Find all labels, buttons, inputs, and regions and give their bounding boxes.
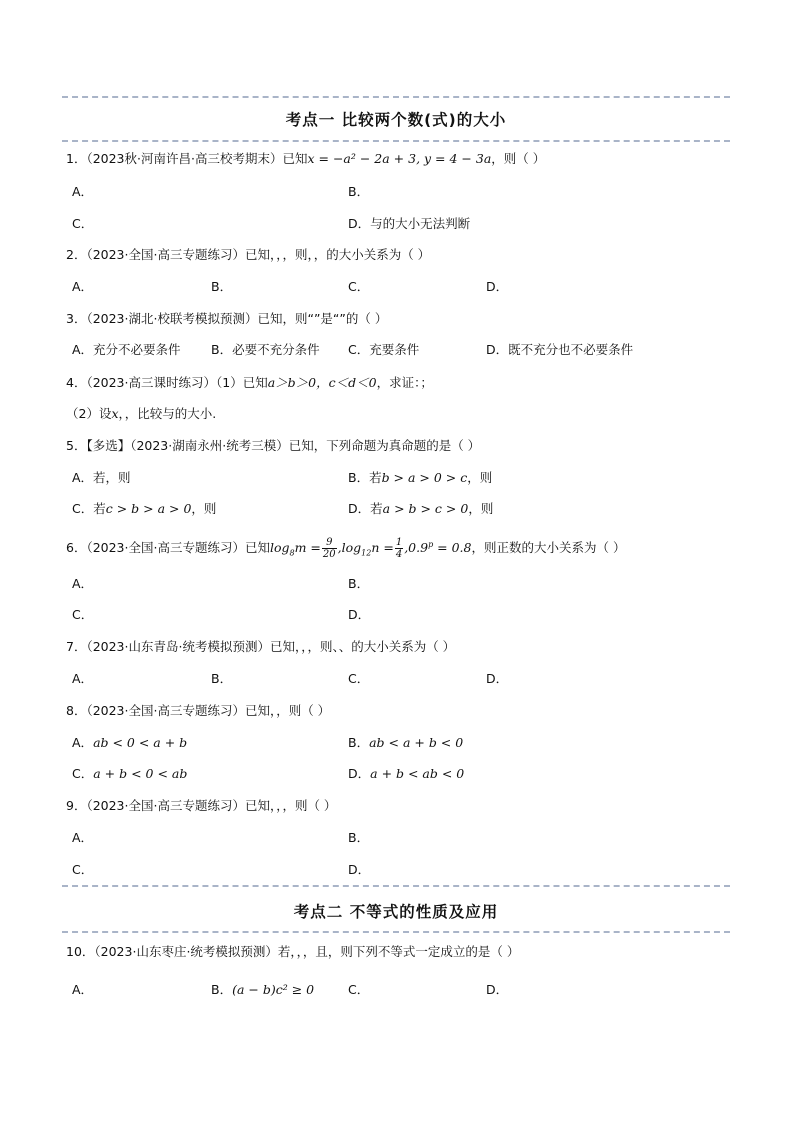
numerator: 1 [395, 537, 403, 549]
option-2a[interactable]: A． [72, 279, 94, 294]
option-label: B． [211, 982, 233, 997]
option-label: D．若 [348, 501, 383, 516]
math-expression: x = −a² − 2a + 3, y = 4 − 3a [307, 151, 492, 166]
denominator: 4 [395, 549, 403, 561]
log-base: 12 [361, 548, 372, 558]
section-title-2: 考点二 不等式的性质及应用 [293, 903, 499, 921]
question-5-stem: 5．【多选】（2023·湖南永州·统考三模）已知，下列命题为真命题的是（ ） [66, 438, 481, 453]
option-3b[interactable]: B．必要不充分条件 [211, 342, 320, 357]
math-expression: a > b > c > 0 [382, 501, 469, 516]
option-2d[interactable]: D． [486, 279, 509, 294]
option-1c[interactable]: C． [72, 216, 94, 231]
option-10a[interactable]: A． [72, 982, 94, 997]
option-10d[interactable]: D． [486, 982, 509, 997]
log-argument: n = [371, 540, 394, 556]
question-tail: ，则（ ） [491, 151, 546, 166]
option-5b[interactable] [348, 470, 492, 486]
math-log-expression [269, 537, 472, 561]
math-expression: a + b < ab < 0 [370, 766, 465, 781]
question-6-stem [66, 531, 625, 568]
question-1-stem [66, 151, 545, 167]
question-10-stem: 10．（2023·山东枣庄·统考模拟预测）若，，，且，则下列不等式一定成立的是（ ） [66, 944, 520, 959]
option-8d[interactable] [348, 766, 464, 782]
option-6d[interactable]: D． [348, 607, 371, 622]
section-divider-bottom-2 [62, 931, 730, 933]
math-expression: b > a > 0 > c [381, 470, 468, 485]
numerator: 9 [322, 537, 337, 549]
math-expression: ab < a + b < 0 [369, 735, 464, 750]
question-text: 6．（2023·全国·高三专题练习）已知 [66, 540, 270, 556]
option-3c[interactable]: C．充要条件 [348, 342, 420, 357]
math-expression: a＞b＞0，c＜d＜0 [267, 375, 377, 390]
math-variable: x [111, 406, 119, 421]
question-7-stem: 7．（2023·山东青岛·统考模拟预测）已知，，，则、、的大小关系为（ ） [66, 639, 456, 654]
question-text: 1．（2023秋·河南许昌·高三校考期末）已知 [66, 151, 308, 166]
math-expression: c > b > a > 0 [105, 501, 192, 516]
power-value: = 0.8 [433, 540, 472, 556]
option-1a[interactable]: A． [72, 184, 94, 199]
option-1b[interactable]: B． [348, 184, 370, 199]
option-8a[interactable] [72, 735, 187, 751]
option-label: A． [72, 735, 94, 750]
option-tail: ，则 [191, 501, 217, 516]
power-exponent: p [428, 540, 434, 549]
log-base: 8 [289, 548, 295, 558]
question-tail: ，求证：； [376, 375, 433, 390]
option-2b[interactable]: B． [211, 279, 233, 294]
question-8-stem: 8．（2023·全国·高三专题练习）已知，，则（ ） [66, 703, 331, 718]
option-9d[interactable]: D． [348, 862, 371, 877]
section-divider-bottom-1 [62, 140, 730, 142]
option-8b[interactable] [348, 735, 463, 751]
option-10c[interactable]: C． [348, 982, 370, 997]
fraction [322, 537, 337, 560]
math-expression: (a − b)c² ≥ 0 [232, 982, 315, 997]
option-9b[interactable]: B． [348, 830, 370, 845]
option-7c[interactable]: C． [348, 671, 370, 686]
option-7d[interactable]: D． [486, 671, 509, 686]
option-7b[interactable]: B． [211, 671, 233, 686]
option-label: B．若 [348, 470, 382, 485]
option-6b[interactable]: B． [348, 576, 370, 591]
option-5d[interactable] [348, 501, 493, 517]
option-3a[interactable]: A．充分不必要条件 [72, 342, 181, 357]
question-tail: ，则正数的大小关系为（ ） [471, 540, 626, 556]
option-2c[interactable]: C． [348, 279, 370, 294]
math-expression: ab < 0 < a + b [93, 735, 188, 750]
option-9c[interactable]: C． [72, 862, 94, 877]
option-3d[interactable]: D．既不充分也不必要条件 [486, 342, 634, 357]
option-6c[interactable]: C． [72, 607, 94, 622]
question-4-part2 [66, 406, 216, 422]
section-divider-top-2 [62, 885, 730, 887]
power-base: ,0.9 [404, 540, 429, 556]
question-text: 4．（2023·高三课时练习）（1）已知 [66, 375, 268, 390]
math-expression: a + b < 0 < ab [93, 766, 188, 781]
question-9-stem: 9．（2023·全国·高三专题练习）已知，，，则（ ） [66, 798, 337, 813]
question-3-stem: 3．（2023·湖北·校联考模拟预测）已知，则“”是“”的（ ） [66, 311, 388, 326]
question-4-stem [66, 375, 433, 391]
option-10b[interactable] [211, 982, 314, 998]
option-label: B． [348, 735, 370, 750]
option-8c[interactable] [72, 766, 187, 782]
option-1d[interactable]: D．与的大小无法判断 [348, 216, 471, 231]
log-argument: m = [294, 540, 321, 556]
denominator: 20 [322, 549, 336, 561]
option-9a[interactable]: A． [72, 830, 94, 845]
log-label: log [269, 540, 290, 556]
option-6a[interactable]: A． [72, 576, 94, 591]
option-label: D． [348, 766, 371, 781]
question-tail: ，，比较与的大小. [118, 406, 217, 421]
section-divider-top-1 [62, 96, 730, 98]
option-label: C． [72, 766, 94, 781]
option-label: C．若 [72, 501, 106, 516]
fraction [395, 537, 403, 560]
option-5a[interactable]: A．若，则 [72, 470, 131, 485]
question-2-stem: 2．（2023·全国·高三专题练习）已知，，，则，，的大小关系为（ ） [66, 247, 431, 262]
option-tail: ，则 [467, 470, 493, 485]
option-5c[interactable] [72, 501, 216, 517]
option-tail: ，则 [468, 501, 494, 516]
section-title-1: 考点一 比较两个数(式)的大小 [285, 111, 507, 129]
log-label: ,log [337, 540, 362, 556]
option-7a[interactable]: A． [72, 671, 94, 686]
question-text: （2）设 [66, 406, 112, 421]
